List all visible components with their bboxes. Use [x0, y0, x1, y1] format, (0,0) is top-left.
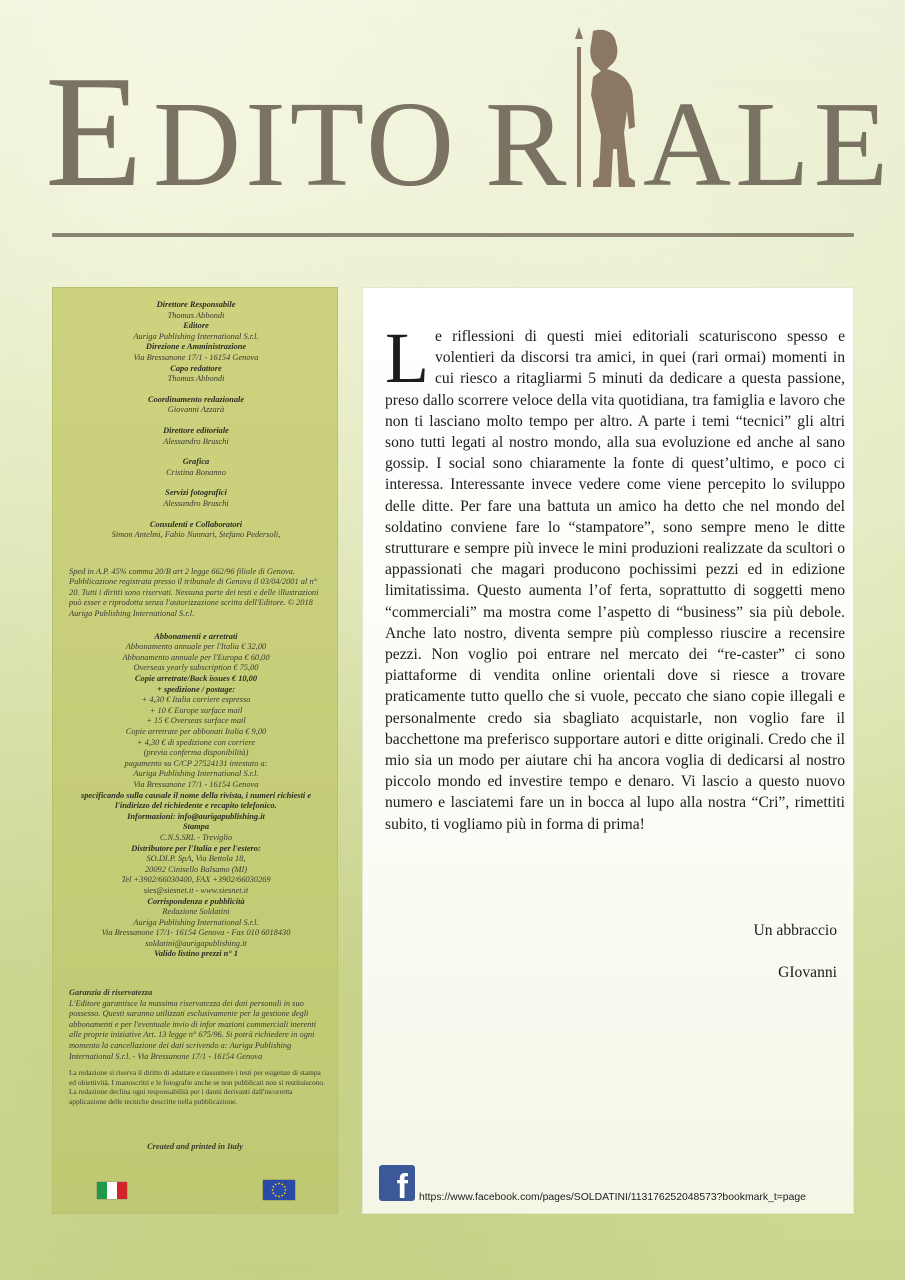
subscription-line: specificando sulla causale il nome della rivista, i numeri richiesti e l'indirizzo del richiedente e recapito telefonico.: [80, 790, 312, 811]
colophon-block: [65, 300, 327, 321]
subscription-line: Abbonamento annuale per l'Europa € 60,00: [122, 652, 270, 662]
subscription-line: C.N.S.SRL - Treviglio: [159, 832, 233, 842]
subscription-line: Valido listino prezzi n° 1: [154, 949, 238, 959]
facebook-link[interactable]: https://www.facebook.com/pages/SOLDATINI/113176252048573?bookmark_t=page: [419, 1192, 806, 1203]
subscription-line: + 4,30 € di spedizione con corriere: [136, 737, 256, 747]
subscription-line: Tel +3902/66030400, FAX +3902/66030269: [121, 875, 271, 885]
subscription-line: Corrispondenza e pubblicità: [147, 896, 245, 906]
eu-flag-icon: [263, 1180, 295, 1200]
subscription-line: soldatini@aurigapublishing.it: [145, 938, 247, 948]
subscription-line: Abbonamento annuale per l'Italia € 32,00: [125, 642, 267, 652]
subscription-line: + spedizione / postage:: [156, 684, 236, 694]
subscription-line: Copie arretrate per abbonati Italia € 9,00: [125, 727, 267, 736]
subscription-line: Overseas yearly subscription € 75,00: [133, 663, 259, 673]
eu-star-icon: [285, 1189, 287, 1191]
printed-in-italy: Created and printed in Italy: [147, 1142, 243, 1151]
colophon-block: [65, 321, 327, 342]
colophon-label: Direttore editoriale: [163, 425, 229, 435]
colophon-block: [65, 457, 327, 478]
masthead: [45, 25, 893, 220]
colophon-label: Direzione e Amministrazione: [145, 342, 247, 352]
eu-star-icon: [284, 1186, 286, 1188]
colophon-block: [65, 342, 327, 363]
colophon-value: Thomas Abbondi: [167, 310, 225, 320]
subscription-line: pagamento su C/CP 27524131 intestato a:: [124, 758, 268, 768]
eu-star-icon: [281, 1195, 283, 1197]
subscription-line: Abbonamenti e arretrati: [154, 631, 238, 641]
eu-star-icon: [272, 1189, 274, 1191]
editorial-paragraph: e riflessioni di questi miei editoriali scaturiscono spesso e volentieri da discorsi tra amici, in quei (rari ormai) momenti in cui riesco a ritagliarmi 5 minuti da dedicare a questa passione, preso dallo scorrere veloce della vita quotidiana, tra famiglia e lavoro che non ti lasciano molto tempo per altro. A parte i temi “tecnici” gli altri sono tutti legati al nostro mondo, alla sua evoluzione ed anche al sano gossip. I social sono chiaramente la fonte di quest’ultimo, e poco ci interessa. Interessante invece vedere come viene percepito lo sviluppo delle ditte. Per fare una battuta un amico ha detto che nel mondo del soldatino conviene fare lo “stampatore”, sono sempre meno le ditte strutturare e sempre più invece le mini produzioni realizzate da scultori o appassionati che magari producono pochissimi pezzi ed in edizione limitatissima. Questo aumenta l’of ferta, soprattutto di soggetti meno “commerciali” ma mostra come l’aspetto di “business” sia più debole. Anche lato nostro, diventa sempre più complesso riuscire a recensire pezzi. Non voglio poi entrare nel mercato dei “re-caster” ci sono piattaforme di vendita online orientali dove si riesce a trovare praticamente tutto quello che si vuole, peccato che siano copie illegali e personalmente credo sia sbagliato acquistarle, non voglio fare il bacchettone ma preferisco supportare autori e ditte originali. Credo che il mio sia un modo per aiutare chi ha ancora voglia di dedicarsi al nostro piccolo mondo ed investire tempo e denaro. Vi lascio a questo nuovo numero e lasciatemi fare un in bocca al lupo alla nostra “Cri”, rimettiti subito, ti vogliamo più in forma di prima!: [385, 328, 845, 833]
eu-star-icon: [275, 1183, 277, 1185]
eu-star-icon: [272, 1192, 274, 1194]
subscription-line: Auriga Publishing International S.r.l.: [133, 917, 259, 927]
subscription-line: Distributore per l'Italia e per l'estero:: [131, 843, 261, 853]
subscription-line: Redazione Soldatini: [162, 907, 230, 917]
colophon-credits: [65, 300, 327, 541]
colophon-value: Alessandro Bruschi: [163, 498, 229, 508]
masthead-letter-e: E: [45, 42, 143, 220]
colophon-block: [65, 395, 327, 416]
colophon-sidebar: [52, 287, 338, 1214]
subscription-line: Copie arretrate/Back issues € 10,00: [134, 674, 258, 684]
soldier-figure-icon: [575, 27, 635, 187]
colophon-label: Direttore Responsabile: [156, 300, 236, 309]
colophon-block: [65, 488, 327, 509]
colophon-block: [65, 520, 327, 541]
colophon-value: Thomas Abbondi: [167, 374, 225, 384]
colophon-block: [65, 364, 327, 385]
colophon-label: Consulenti e Collaboratori: [149, 519, 243, 529]
colophon-value: Via Bressanone 17/1 - 16154 Genova: [133, 352, 259, 362]
subscriptions-info: [65, 632, 327, 960]
eu-star-icon: [278, 1196, 280, 1198]
masthead-letters-ale: ALE: [643, 77, 893, 212]
subscription-line: Via Bressanone 17/1- 16154 Genova - Fax 010 6018430: [101, 928, 291, 938]
colophon-label: Capo redattore: [170, 363, 222, 373]
colophon-value: Auriga Publishing International S.r.l.: [133, 331, 259, 341]
colophon-block: [65, 426, 327, 447]
eu-star-icon: [275, 1195, 277, 1197]
title-divider: [52, 233, 854, 237]
colophon-label: Coordinamento redazionale: [147, 394, 245, 404]
subscription-line: Informazioni: info@aurigapublishing.it: [127, 811, 265, 821]
masthead-title: [45, 25, 893, 220]
colophon-value: Giovanni Azzarà: [167, 405, 225, 415]
subscription-line: + 4,30 € Italia corriere espresso: [141, 695, 251, 705]
colophon-label: Servizi fotografici: [165, 488, 227, 498]
privacy-notice: [69, 988, 327, 1062]
eu-star-icon: [281, 1183, 283, 1185]
colophon-value: Cristina Bonanno: [166, 467, 226, 477]
eu-star-icon: [278, 1183, 280, 1185]
privacy-title: Garanzia di riservatezza: [69, 988, 153, 998]
eu-star-icon: [272, 1186, 274, 1188]
eu-star-icon: [284, 1192, 286, 1194]
editorial-article: [362, 287, 854, 1214]
colophon-value: Simon Antelmi, Fabio Nunnari, Stefano Pedersoli,: [111, 530, 281, 540]
colophon-value: Alessandro Bruschi: [163, 436, 229, 446]
subscription-line: sies@siesnet.it - www.siesnet.it: [143, 885, 249, 895]
masthead-letter-r: R: [485, 77, 567, 212]
colophon-label: Grafica: [182, 457, 210, 467]
author-signature: GIovanni: [778, 964, 837, 981]
subscription-line: SO.DI.P. SpA, Via Bettola 18,: [146, 854, 246, 864]
subscription-line: Stampa: [182, 822, 210, 832]
legal-notice: Sped in A.P. 45% comma 20/B art 2 legge 662/96 filiale di Genova. Pubblicazione registrata presso il tribunale di Genova il 03/04/2001 al n° 20. Tutti i diritti sono riservati. Nessuna parte dei testi e delle illustrazioni può esser e riprodotta senza l'autorizzazione scritta dell'Editore. © 2018 Auriga Publishing International S.r.l.: [69, 566, 319, 619]
privacy-text: L'Editore garantisce la massima riservatezza dei dati personali in suo possesso. Questi saranno utilizzati esclusivamente per la gestione degli abbonamenti e per l'eventuale invio di infor mazioni commerciali inerenti alle proprie iniziative Art. 13 legge n° 675/96. Si potrà richiedere in ogni momento la cancellazione dei dati scrivendo a: Auriga Publishing International S.r.l. - Via Bressanone 17/1 - 16154 Genova: [69, 998, 317, 1061]
subscription-line: Via Bressanone 17/1 - 16154 Genova: [133, 779, 259, 789]
drop-cap: L: [385, 318, 429, 398]
subscription-line: 20092 Cinisello Balsamo (MI): [144, 864, 248, 874]
editorial-disclaimer: La redazione si riserva il diritto di adattare e riassumere i testi per esigenze di stampa ed obiettività. I manoscritti e le fotografie anche se non pubblicati non si restituiscono. La redazione declina ogni responsabilità per i danni derivanti dall'incorretta applicazione delle tecniche descritte nella pubblicazione.: [69, 1068, 325, 1106]
subscription-line: + 15 € Overseas surface mail: [146, 716, 246, 726]
signoff-greeting: Un abbraccio: [753, 922, 837, 939]
masthead-letters-dito: DITO: [153, 77, 459, 212]
italian-flag-icon: [97, 1182, 127, 1199]
subscription-line: + 10 € Europe surface mail: [149, 705, 243, 715]
subscription-line: Auriga Publishing International S.r.l.: [133, 769, 259, 779]
colophon-label: Editore: [183, 321, 209, 331]
subscription-line: (previa conferma disponibilità): [143, 748, 249, 758]
facebook-icon[interactable]: f: [379, 1165, 415, 1201]
editorial-text: [385, 318, 845, 835]
